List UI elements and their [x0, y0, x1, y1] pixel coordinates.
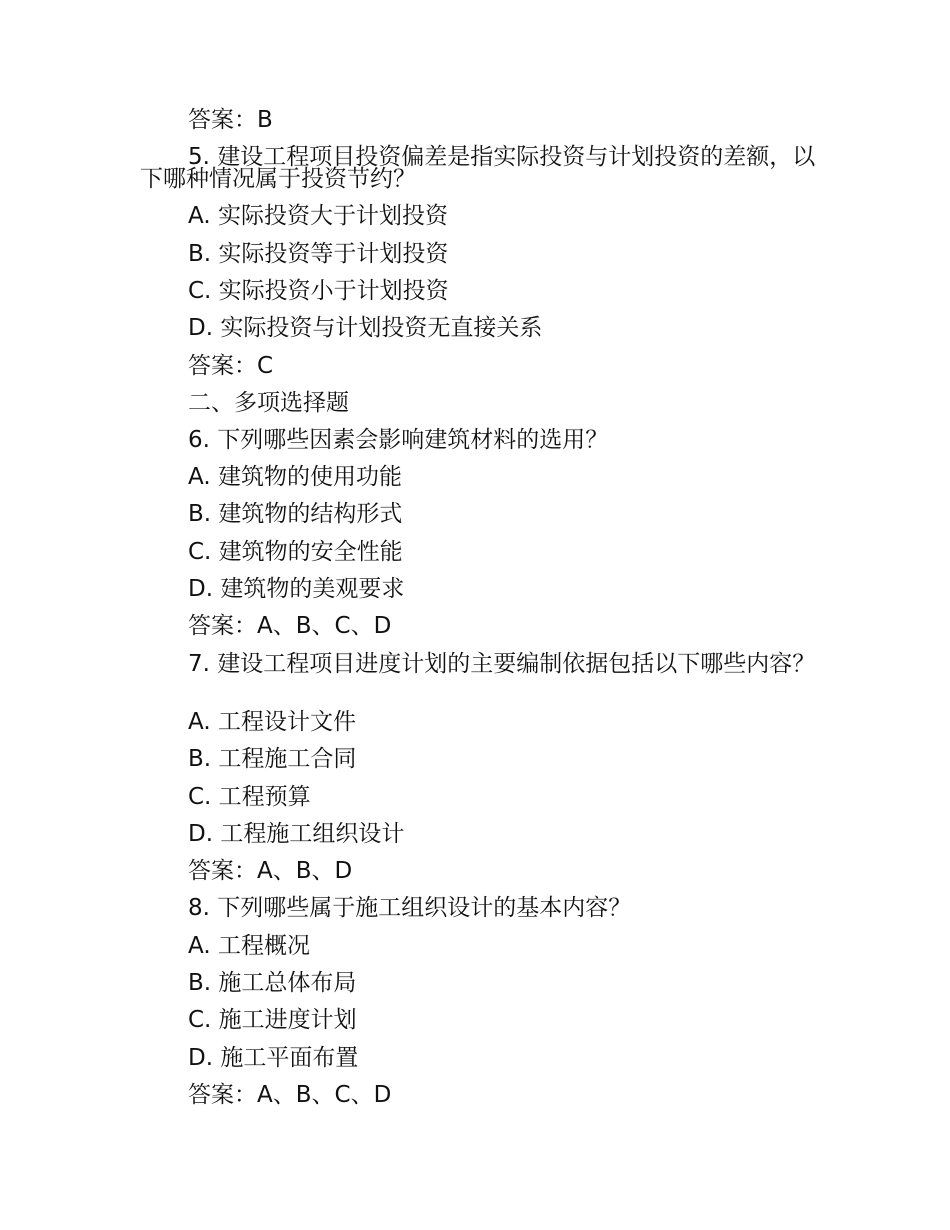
question-8: 8. 下列哪些属于施工组织设计的基本内容？ [188, 895, 632, 921]
option-c: C. 实际投资小于计划投资 [188, 278, 449, 304]
option-a: A. 工程概况 [188, 933, 310, 959]
question-6: 6. 下列哪些因素会影响建筑材料的选用？ [188, 427, 609, 453]
option-d: D. 建筑物的美观要求 [188, 576, 405, 602]
option-a: A. 工程设计文件 [188, 709, 356, 735]
option-b: B. 工程施工合同 [188, 746, 357, 772]
option-b: B. 建筑物的结构形式 [188, 501, 403, 527]
answer-line: 答案：B [188, 107, 273, 133]
answer-line: 答案：A、B、C、D [188, 1082, 392, 1108]
option-d: D. 施工平面布置 [188, 1045, 359, 1071]
option-a: A. 实际投资大于计划投资 [188, 203, 448, 229]
question-7: 7. 建设工程项目进度计划的主要编制依据包括以下哪些内容？ [188, 651, 816, 677]
option-c: C. 工程预算 [188, 784, 311, 810]
option-c: C. 施工进度计划 [188, 1007, 357, 1033]
option-b: B. 施工总体布局 [188, 970, 357, 996]
answer-line: 答案：A、B、D [188, 858, 353, 884]
option-b: B. 实际投资等于计划投资 [188, 241, 449, 267]
option-d: D. 实际投资与计划投资无直接关系 [188, 315, 543, 341]
answer-line: 答案：C [188, 353, 274, 379]
question-5: 5. 建设工程项目投资偏差是指实际投资与计划投资的差额，以下哪种情况属于投资节约？ [140, 144, 816, 192]
section-heading: 二、多项选择题 [188, 390, 349, 416]
option-a: A. 建筑物的使用功能 [188, 464, 402, 490]
option-d: D. 工程施工组织设计 [188, 821, 405, 847]
option-c: C. 建筑物的安全性能 [188, 539, 403, 565]
answer-line: 答案：A、B、C、D [188, 613, 392, 639]
